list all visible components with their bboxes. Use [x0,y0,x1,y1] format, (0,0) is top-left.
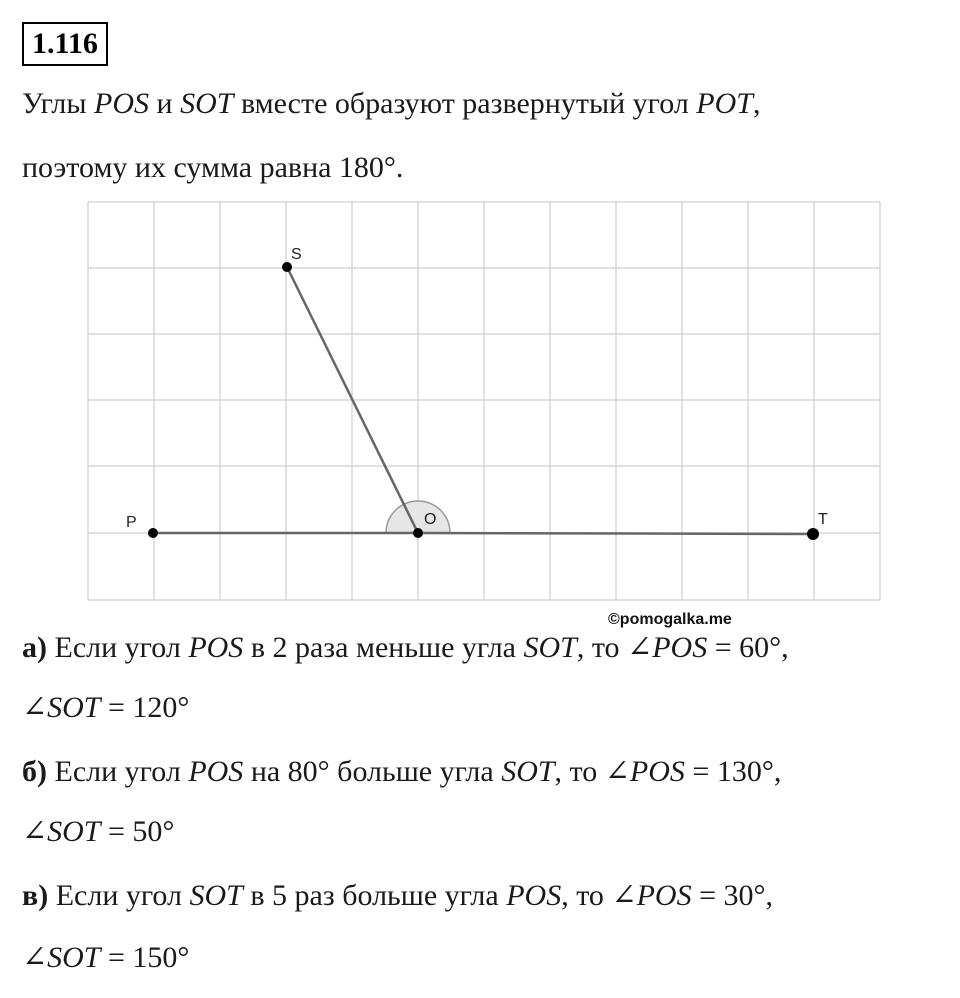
label-s: S [291,246,302,263]
point-t [807,528,819,540]
text: Если угол [47,631,189,664]
answer-b-line-2 [22,812,174,852]
label: а) [22,631,47,664]
math: ∠POS [627,631,708,664]
math: ∠POS [604,755,685,788]
grid [88,202,880,600]
math: POS [188,631,244,664]
math: ∠SOT [22,815,101,848]
point-p [148,528,158,538]
label-o: O [424,511,437,528]
text: = 120° [100,691,190,724]
text: на 80° больше угла [243,755,502,788]
math: SOT [189,879,243,912]
math: ∠POS [611,879,692,912]
problem-number: 1.116 [22,22,108,66]
math: ∠SOT [22,691,101,724]
text: = 60°, [707,631,789,664]
math: POS [94,87,150,120]
label-p: P [126,514,137,531]
label-t: T [818,511,828,528]
watermark: ©pomogalka.me [608,611,732,628]
label: в) [22,879,49,912]
text: , [752,87,761,120]
text: Если угол [48,879,190,912]
text: , то [576,631,628,664]
text: , то [554,755,605,788]
text: , то [561,879,612,912]
text: = 130°, [684,755,782,788]
answer-c-line-2 [22,938,189,978]
point-o [413,528,423,538]
label: б) [22,755,47,788]
answer-c-line-1 [22,876,773,916]
text: = 150° [100,941,190,974]
point-s [282,262,292,272]
text: и [149,87,181,120]
ray-ot [418,533,813,534]
text: в 5 раз больше угла [242,879,507,912]
math: SOT [501,755,555,788]
answer-a-line-2 [22,688,189,728]
math: SOT [180,87,234,120]
answer-b-line-1 [22,752,781,792]
math: POS [506,879,562,912]
intro-line-2: поэтому их сумма равна 180°. [22,151,404,184]
text: = 30°, [691,879,773,912]
angle-figure [0,190,960,620]
text: в 2 раза меньше угла [243,631,524,664]
intro-line-1 [22,84,760,124]
text: Углы [22,87,95,120]
math: SOT [523,631,577,664]
math: POT [696,87,753,120]
math: ∠SOT [22,941,101,974]
text: Если угол [47,755,189,788]
text: = 50° [100,815,175,848]
math: POS [188,755,244,788]
answer-a-line-1 [22,628,789,668]
text: вместе образуют развернутый угол [233,87,697,120]
